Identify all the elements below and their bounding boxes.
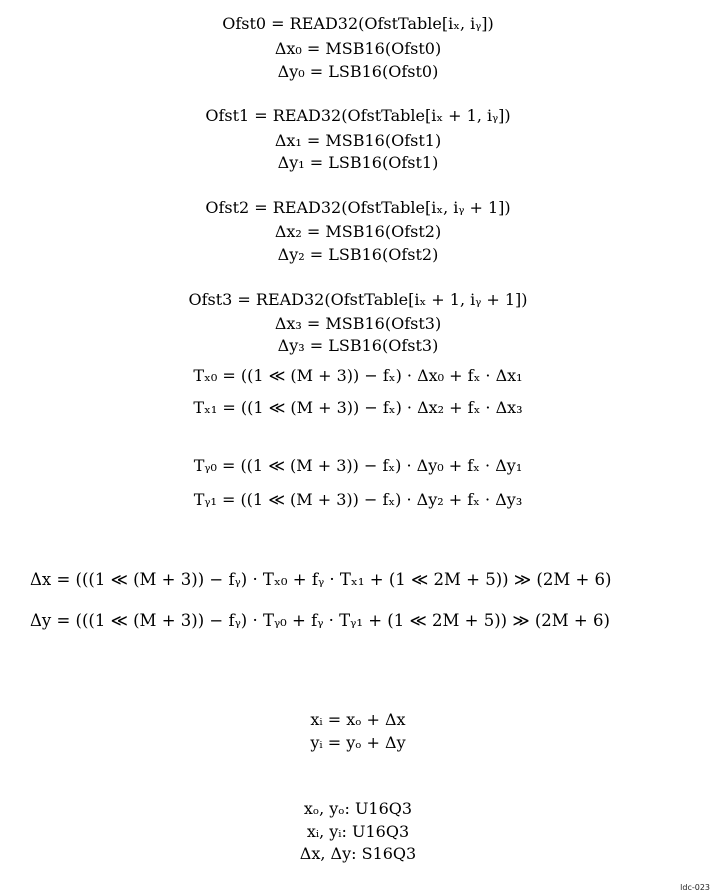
dy2-equation: Δy₂ = LSB16(Ofst2) (277, 245, 439, 264)
ofst0-equation: Ofst0 = READ32(OfstTable[iₓ, iᵧ]) (222, 14, 494, 33)
dx1-equation: Δx₁ = MSB16(Ofst1) (274, 131, 442, 150)
dx-dy-format: Δx, Δy: S16Q3 (299, 844, 417, 863)
delta-x-equation: Δx = (((1 ≪ (M + 3)) − fᵧ) · Tₓ₀ + fᵧ · Tₓ₁ + (1 ≪ 2M + 5)) ≫ (2M + 6) (30, 570, 612, 589)
tx0-equation: Tₓ₀ = ((1 ≪ (M + 3)) − fₓ) · Δx₀ + fₓ · Δx₁ (193, 366, 523, 385)
delta-y-equation: Δy = (((1 ≪ (M + 3)) − fᵧ) · Tᵧ₀ + fᵧ · Tᵧ₁ + (1 ≪ 2M + 5)) ≫ (2M + 6) (30, 611, 610, 630)
ofst3-equation: Ofst3 = READ32(OfstTable[iₓ + 1, iᵧ + 1]) (188, 290, 528, 309)
dx0-equation: Δx₀ = MSB16(Ofst0) (274, 39, 442, 58)
figure-tag: ldc-023 (680, 883, 710, 892)
dy0-equation: Δy₀ = LSB16(Ofst0) (277, 62, 439, 81)
dx3-equation: Δx₃ = MSB16(Ofst3) (274, 314, 442, 333)
ofst1-equation: Ofst1 = READ32(OfstTable[iₓ + 1, iᵧ]) (205, 106, 511, 125)
yi-equation: yᵢ = yₒ + Δy (310, 733, 406, 752)
ty1-equation: Tᵧ₁ = ((1 ≪ (M + 3)) − fₓ) · Δy₂ + fₓ · Δy₃ (193, 490, 523, 509)
tx1-equation: Tₓ₁ = ((1 ≪ (M + 3)) − fₓ) · Δx₂ + fₓ · Δx₃ (193, 398, 523, 417)
xo-yo-format: xₒ, yₒ: U16Q3 (303, 799, 413, 818)
xi-yi-format: xᵢ, yᵢ: U16Q3 (306, 822, 410, 841)
ofst2-equation: Ofst2 = READ32(OfstTable[iₓ, iᵧ + 1]) (205, 198, 511, 217)
dy1-equation: Δy₁ = LSB16(Ofst1) (277, 153, 439, 172)
ty0-equation: Tᵧ₀ = ((1 ≪ (M + 3)) − fₓ) · Δy₀ + fₓ · Δy₁ (193, 456, 523, 475)
dy3-equation: Δy₃ = LSB16(Ofst3) (277, 336, 439, 355)
dx2-equation: Δx₂ = MSB16(Ofst2) (274, 222, 442, 241)
xi-equation: xᵢ = xₒ + Δx (310, 710, 406, 729)
